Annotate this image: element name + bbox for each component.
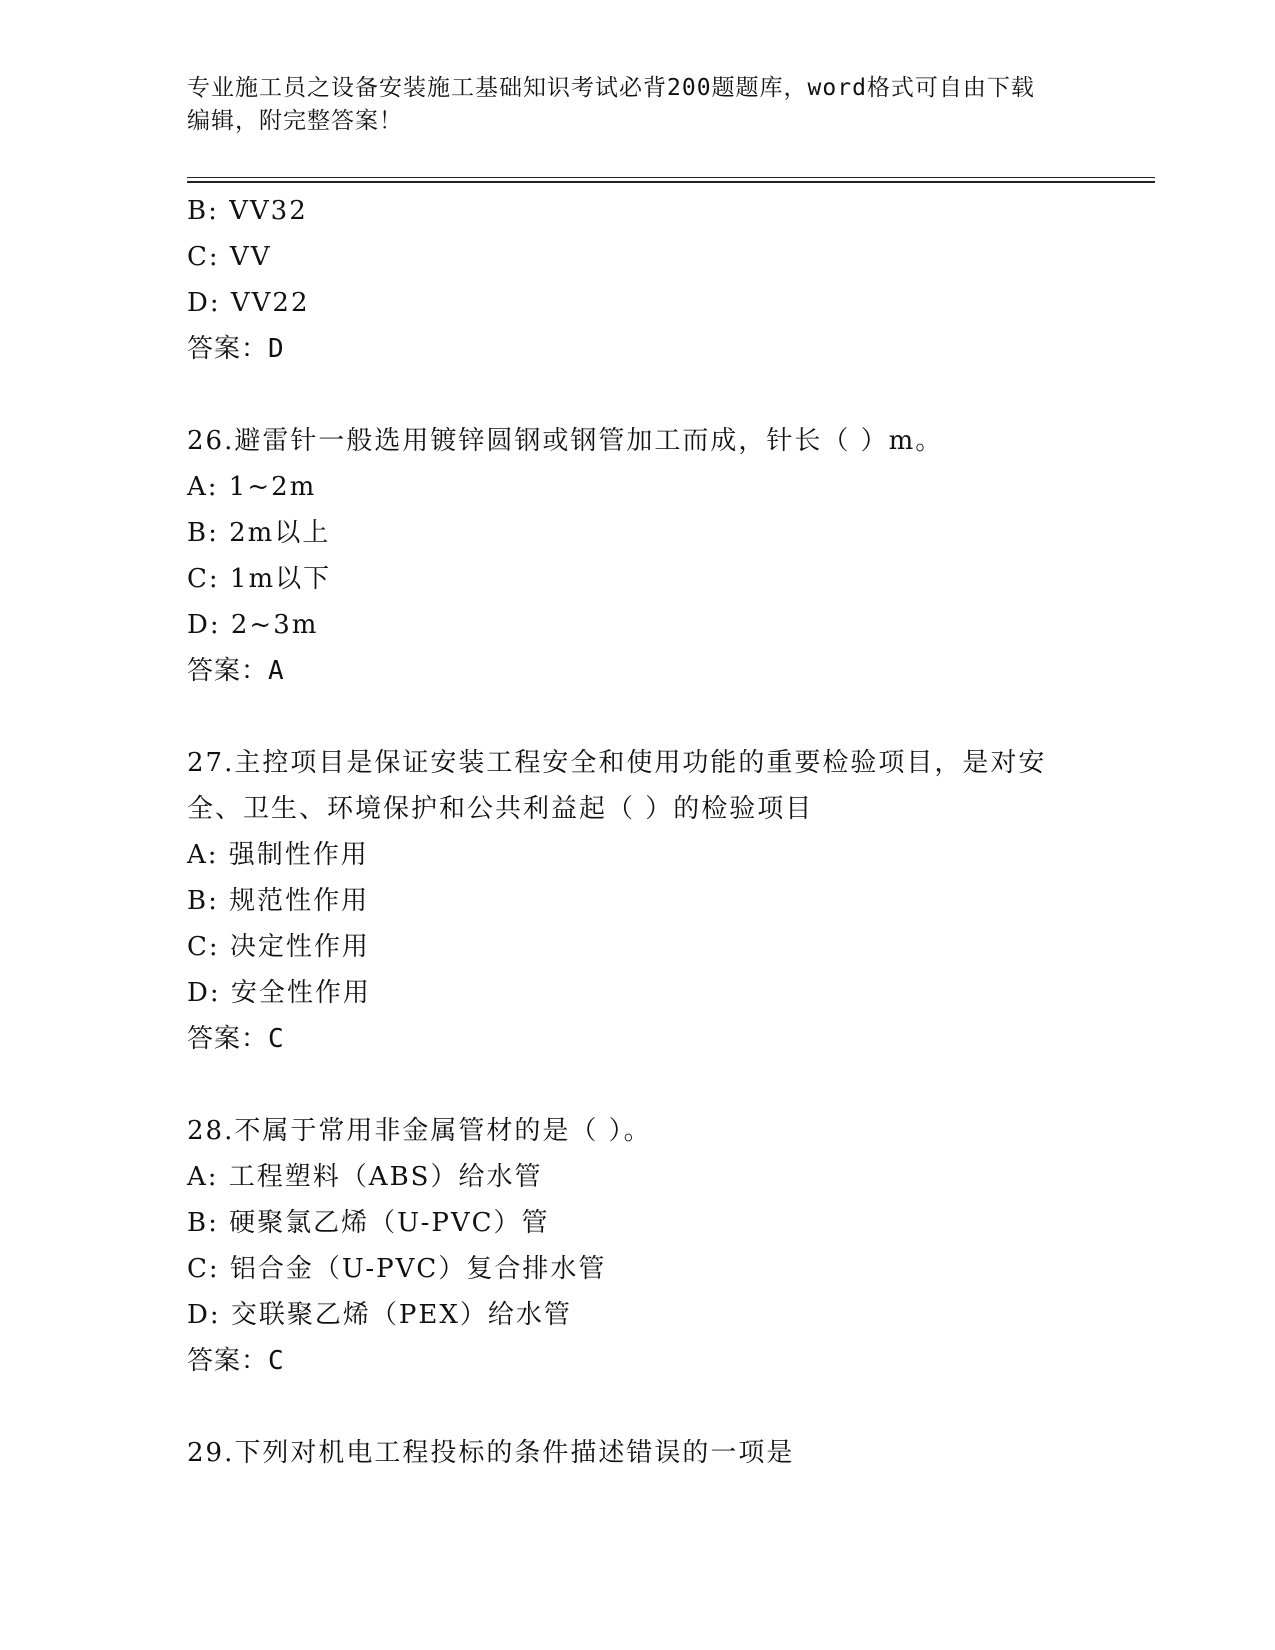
option-c: C: 铝合金（U-PVC）复合排水管 [187,1254,607,1284]
question-text-line-2: 全、卫生、环境保护和公共利益起（ ）的检验项目 [187,794,814,824]
header-divider-thick [187,181,1155,183]
question-27 [187,740,1087,1062]
option-b: B: VV32 [187,196,308,226]
option-d: D: VV22 [187,288,310,318]
answer-line: 答案：C [187,1024,285,1054]
option-d: D: 2~3m [187,610,319,640]
header-divider-thin [187,177,1155,178]
header-title-line-1: 专业施工员之设备安装施工基础知识考试必背200题题库，word格式可自由下载 [187,75,1035,101]
option-a: A: 强制性作用 [187,840,369,870]
answer-line: 答案：C [187,1346,285,1376]
question-list [187,188,1087,1476]
spacer [187,1384,1087,1430]
question-28 [187,1108,1087,1384]
question-text-line-1: 27.主控项目是保证安装工程安全和使用功能的重要检验项目，是对安 [187,748,1047,778]
option-b: B: 硬聚氯乙烯（U-PVC）管 [187,1208,550,1238]
spacer [187,372,1087,418]
option-a: A: 工程塑料（ABS）给水管 [187,1162,543,1192]
answer-line: 答案：A [187,656,285,686]
option-d: D: 安全性作用 [187,978,371,1008]
question-text: 29.下列对机电工程投标的条件描述错误的一项是 [187,1438,795,1468]
option-b: B: 规范性作用 [187,886,370,916]
answer-line: 答案：D [187,334,285,364]
option-d: D: 交联聚乙烯（PEX）给水管 [187,1300,572,1330]
option-c: C: VV [187,242,272,272]
spacer [187,694,1087,740]
option-b: B: 2m以上 [187,518,331,548]
option-c: C: 1m以下 [187,564,332,594]
option-a: A: 1~2m [187,472,317,502]
header-title-line-2: 编辑，附完整答案！ [187,108,403,134]
question-26 [187,418,1087,694]
question-25-continued [187,188,1087,372]
spacer [187,1062,1087,1108]
question-29 [187,1430,1087,1476]
option-c: C: 决定性作用 [187,932,370,962]
question-text: 28.不属于常用非金属管材的是（ ）。 [187,1116,652,1146]
document-header [187,72,1087,138]
question-text: 26.避雷针一般选用镀锌圆钢或钢管加工而成，针长（ ）m。 [187,426,944,456]
